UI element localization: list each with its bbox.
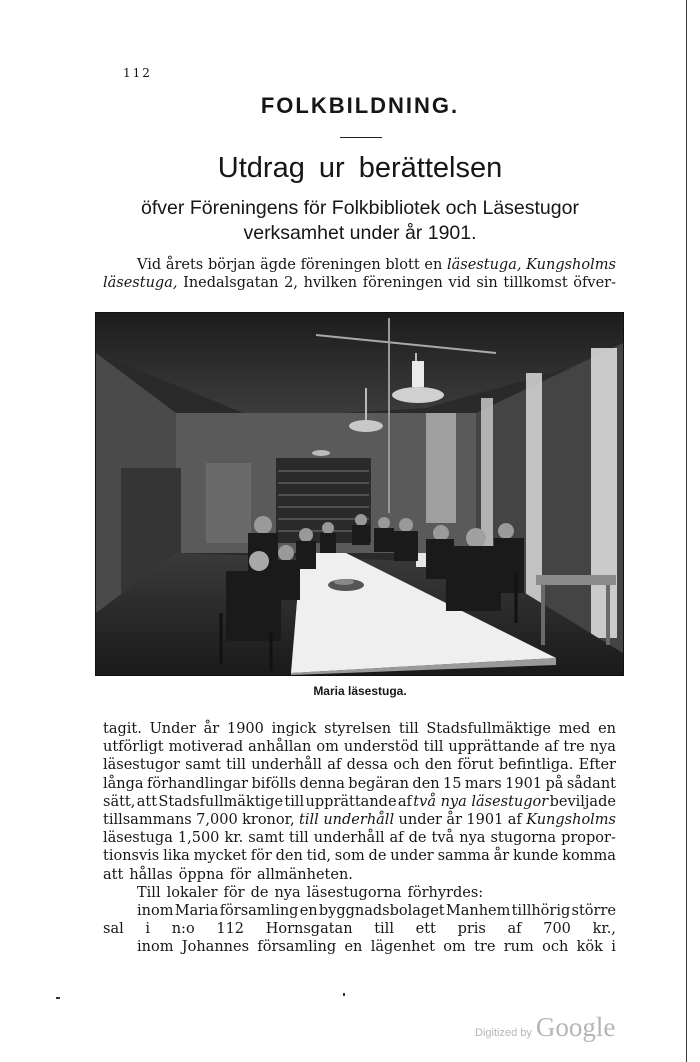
text-word: de — [408, 830, 427, 847]
text-word: att — [103, 866, 124, 883]
text-word: lägenhet — [370, 939, 435, 956]
text-word: lokaler — [166, 884, 218, 901]
text-word: årets — [165, 257, 204, 273]
text-word: läsestuga, — [447, 257, 522, 273]
text-word: de — [250, 884, 269, 901]
text-word: nya — [589, 739, 616, 756]
text-line — [103, 775, 616, 793]
photo-caption: Maria läsestuga. — [313, 684, 407, 698]
text-word: Stadsfullmäktige — [426, 721, 551, 737]
text-word: Maria — [174, 903, 219, 919]
text-line — [103, 847, 616, 865]
text-word: nya — [274, 884, 301, 901]
text-word: denna — [299, 775, 345, 792]
text-word: komma — [562, 848, 616, 865]
text-word: den — [424, 757, 453, 774]
text-word: underhåll — [251, 757, 322, 774]
text-word: 700 — [543, 921, 571, 938]
text-word: Kungsholms — [526, 257, 616, 273]
text-word: af — [389, 830, 404, 847]
text-word: pris — [457, 921, 486, 938]
text-word: mars — [464, 775, 502, 792]
text-word: 7,000 — [196, 812, 238, 829]
text-word: befintliga. — [498, 757, 574, 774]
text-word: till — [226, 757, 246, 774]
text-word: och — [542, 939, 569, 956]
text-line — [103, 811, 616, 829]
text-word: och — [393, 757, 420, 774]
text-word: allmänheten. — [256, 866, 353, 883]
text-word: med — [558, 721, 591, 737]
text-line — [103, 902, 616, 920]
text-line — [103, 756, 616, 774]
text-line — [103, 938, 616, 956]
text-word: kronor, — [242, 812, 295, 829]
text-word: af — [507, 921, 522, 938]
text-word: vid — [448, 275, 471, 292]
text-word: tre — [474, 939, 496, 956]
body-paragraph — [103, 720, 616, 884]
text-word: läsestuga, — [103, 275, 178, 292]
text-word: läsestugorna — [306, 884, 402, 901]
text-word: af — [327, 757, 342, 774]
reading-room-photo — [95, 312, 624, 676]
text-word: till — [374, 921, 394, 938]
text-word: en — [299, 903, 318, 919]
subtitle-line: öfver Föreningens för Folkbibliotek och Läsestugor — [141, 197, 579, 219]
text-line — [103, 793, 616, 811]
intro-paragraph — [103, 256, 616, 292]
text-word: inom — [137, 939, 174, 956]
text-line — [103, 920, 616, 938]
text-word: samt — [185, 757, 221, 774]
text-word: hållas — [129, 866, 173, 883]
text-word: som — [334, 848, 365, 865]
text-word: samma — [437, 848, 490, 865]
text-word: på — [545, 775, 564, 792]
text-word: Hornsgatan — [265, 921, 353, 938]
text-word: församling — [219, 903, 299, 919]
text-word: Stadsfullmäktige — [158, 793, 284, 810]
text-word: 112 — [216, 921, 245, 938]
text-word: beviljade — [549, 793, 616, 810]
text-word: byggnadsbolaget — [318, 903, 445, 919]
text-word: för — [229, 866, 251, 883]
text-word: 1901 — [505, 775, 543, 792]
text-word: af — [507, 812, 522, 829]
text-word: dessa — [346, 757, 388, 774]
text-word: till — [398, 721, 419, 737]
text-word: upprättande — [448, 739, 540, 756]
text-word: sätt, — [103, 793, 136, 810]
text-word: stugorna — [490, 830, 557, 847]
text-line — [103, 274, 616, 292]
text-word: ägde — [260, 257, 296, 273]
text-word: nya — [459, 830, 486, 847]
text-word: för — [250, 848, 272, 865]
text-word: understöd — [343, 739, 419, 756]
text-word: en — [598, 721, 616, 737]
text-word: långa — [103, 775, 144, 792]
text-word: den — [412, 775, 440, 792]
text-word: föreningen — [362, 275, 443, 292]
text-word: för — [223, 884, 245, 901]
text-word: under — [390, 848, 434, 865]
text-word: förhyrdes: — [407, 884, 484, 901]
text-line — [103, 829, 616, 847]
text-word: om — [316, 739, 339, 756]
text-word: till — [288, 830, 309, 847]
text-word: tionsvis — [103, 848, 160, 865]
scan-speck — [56, 997, 60, 999]
page-number: 112 — [123, 66, 152, 80]
heading-divider — [340, 137, 382, 138]
text-word: tillhörig — [511, 903, 571, 919]
text-word: föreningen — [300, 257, 381, 273]
lokaler-paragraph — [103, 884, 616, 957]
text-word: Manhem — [445, 903, 511, 919]
text-word: 1900 — [226, 721, 264, 737]
text-word: bifölls — [251, 775, 297, 792]
text-word: tillsammans — [103, 812, 192, 829]
text-word: öppna — [178, 866, 224, 883]
text-word: de — [368, 848, 387, 865]
text-word: samt — [248, 830, 284, 847]
text-word: församling — [257, 939, 337, 956]
section-heading: FOLKBILDNING. — [260, 93, 460, 118]
text-word: rum — [503, 939, 534, 956]
text-word: upprättande — [305, 793, 397, 810]
text-word: till underhåll — [299, 812, 395, 829]
text-word: sådant — [566, 775, 616, 792]
text-word: under — [398, 812, 442, 829]
text-word: tre — [563, 739, 585, 756]
text-word: styrelsen — [324, 721, 392, 737]
text-word: lika — [163, 848, 190, 865]
text-word: att — [136, 793, 158, 810]
watermark-prefix: Digitized by — [475, 1027, 532, 1039]
text-word: till — [423, 739, 444, 756]
text-word: tid, — [306, 848, 331, 865]
text-word: till — [284, 793, 305, 810]
text-word: läsestugor — [103, 757, 180, 774]
subtitle-line: verksamhet under år 1901. — [243, 222, 477, 244]
text-word: ett — [415, 921, 436, 938]
text-word: hvilken — [303, 275, 358, 292]
text-word: 1,500 — [177, 830, 220, 847]
text-line — [103, 866, 616, 884]
text-word: 1901 — [466, 812, 504, 829]
text-word: en — [424, 257, 443, 273]
text-word: Inedalsgatan — [183, 275, 279, 292]
text-word: Efter — [578, 757, 616, 774]
text-word: 15 — [443, 775, 462, 792]
google-logo: Google — [535, 1012, 616, 1042]
text-word: större — [571, 903, 616, 919]
text-word: inom — [137, 903, 174, 919]
text-word: två — [431, 830, 455, 847]
text-word: Johannes — [181, 939, 250, 956]
text-word: Kungsholms — [526, 812, 616, 829]
text-word: utförligt — [103, 739, 164, 756]
text-word: år — [446, 812, 462, 829]
report-title: Utdrag ur berättelsen — [217, 152, 503, 184]
text-word: förhandlingar — [146, 775, 249, 792]
text-word: om — [443, 939, 466, 956]
text-word: anhållan — [248, 739, 312, 756]
text-word: sin — [476, 275, 498, 292]
text-word: blott — [385, 257, 420, 273]
text-word: kunde — [513, 848, 559, 865]
text-word: i — [611, 939, 616, 956]
photo-illustration — [96, 313, 623, 675]
text-word: början — [207, 257, 256, 273]
text-word: sal — [103, 921, 124, 938]
report-subtitle — [80, 196, 640, 246]
text-word: mycket — [193, 848, 247, 865]
page-edge-line — [686, 0, 687, 1062]
text-word: tagit. — [103, 721, 142, 737]
text-word: förut — [457, 757, 494, 774]
text-line — [103, 738, 616, 756]
text-word: 2, — [284, 275, 298, 292]
text-word: kr. — [224, 830, 244, 847]
text-word: af — [397, 793, 412, 810]
text-word: tillkomst — [503, 275, 568, 292]
text-word: två nya läsestugor — [413, 793, 549, 810]
text-word: ingick — [271, 721, 317, 737]
text-word: Till — [137, 884, 161, 901]
text-word: af — [544, 739, 559, 756]
text-word: läsestuga — [103, 830, 173, 847]
text-line — [103, 884, 616, 902]
text-word: kr., — [592, 921, 616, 938]
digitized-watermark — [475, 1012, 615, 1043]
text-word: propor- — [561, 830, 616, 847]
text-word: en — [344, 939, 363, 956]
text-word: Vid — [137, 257, 162, 273]
text-word: den — [275, 848, 303, 865]
text-word: motiverad — [168, 739, 244, 756]
text-word: kök — [576, 939, 603, 956]
text-line — [103, 256, 616, 274]
scan-speck — [343, 993, 345, 996]
text-word: n:o — [171, 921, 195, 938]
text-line — [103, 720, 616, 738]
text-word: i — [145, 921, 151, 938]
text-word: år — [493, 848, 510, 865]
text-word: underhåll — [313, 830, 385, 847]
text-word: begäran — [348, 775, 409, 792]
text-word: år — [203, 721, 220, 737]
text-word: öfver- — [573, 275, 616, 292]
text-word: Under — [149, 721, 196, 737]
